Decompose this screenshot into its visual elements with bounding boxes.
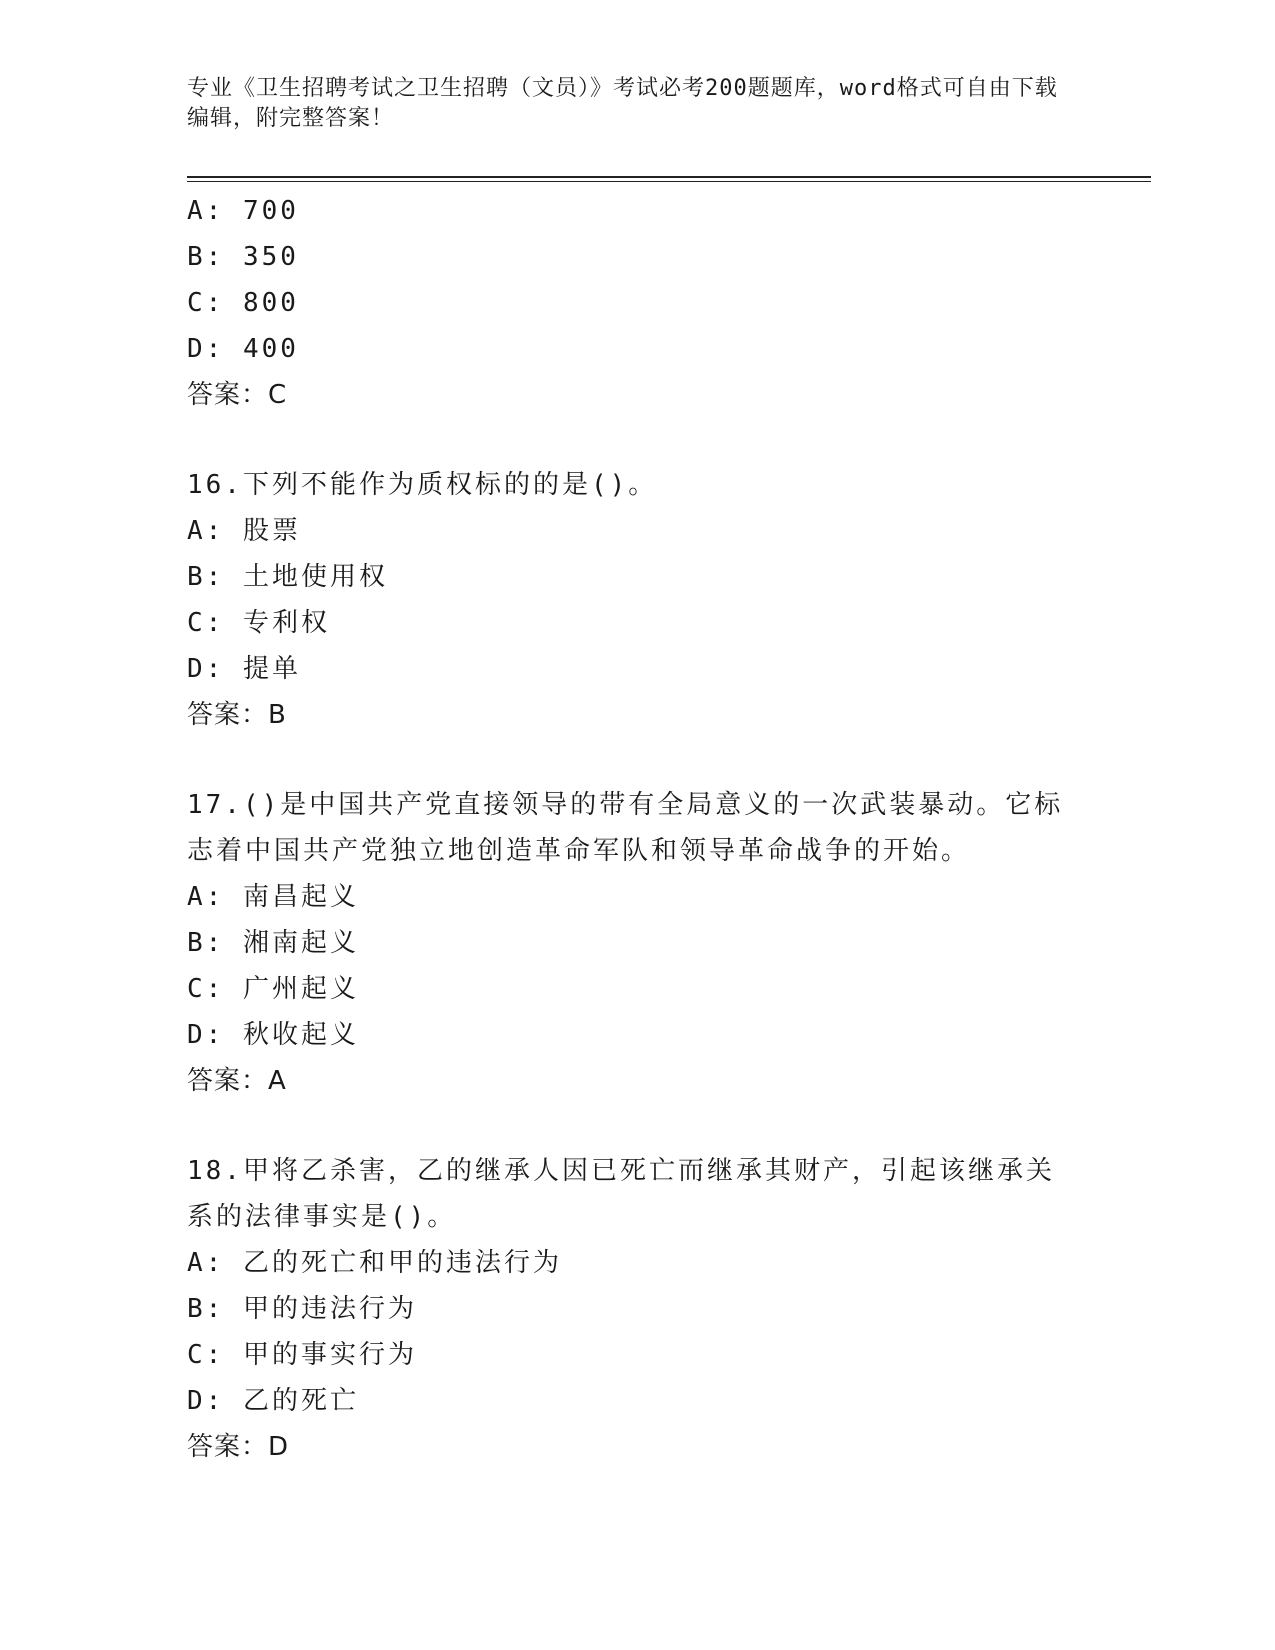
option-a: A: 700: [187, 196, 299, 226]
header-rule-bottom: [187, 181, 1151, 182]
option-b: B: 湘南起义: [187, 928, 359, 958]
answer-line: 答案：A: [187, 1066, 287, 1096]
option-d: D: 乙的死亡: [187, 1386, 359, 1416]
question-list: [187, 188, 1087, 1514]
option-c: C: 800: [187, 288, 299, 318]
option-c: C: 专利权: [187, 608, 330, 638]
question-stem: 16.下列不能作为质权标的的是()。: [187, 470, 658, 500]
question-block: [187, 782, 1087, 1104]
option-a: A: 股票: [187, 516, 301, 546]
document-header: 专业《卫生招聘考试之卫生招聘（文员）》考试必考200题题库，word格式可自由下载编辑，附完整答案！: [187, 76, 1058, 131]
question-stem: 18.甲将乙杀害，乙的继承人因已死亡而继承其财产，引起该继承关系的法律事实是()。: [187, 1156, 1055, 1232]
option-b: B: 甲的违法行为: [187, 1294, 417, 1324]
option-a: A: 乙的死亡和甲的违法行为: [187, 1248, 562, 1278]
answer-line: 答案：C: [187, 380, 288, 410]
option-b: B: 土地使用权: [187, 562, 388, 592]
question-block: [187, 462, 1087, 738]
header-rule-top: [187, 176, 1151, 178]
option-c: C: 广州起义: [187, 974, 359, 1004]
question-block: [187, 1148, 1087, 1470]
answer-line: 答案：D: [187, 1432, 290, 1462]
option-a: A: 南昌起义: [187, 882, 359, 912]
option-d: D: 提单: [187, 654, 301, 684]
option-b: B: 350: [187, 242, 299, 272]
option-d: D: 400: [187, 334, 299, 364]
question-block: [187, 188, 1087, 418]
option-c: C: 甲的事实行为: [187, 1340, 417, 1370]
question-stem: 17.()是中国共产党直接领导的带有全局意义的一次武装暴动。它标志着中国共产党独立地创造革命军队和领导革命战争的开始。: [187, 790, 1064, 866]
option-d: D: 秋收起义: [187, 1020, 359, 1050]
answer-line: 答案：B: [187, 700, 287, 730]
